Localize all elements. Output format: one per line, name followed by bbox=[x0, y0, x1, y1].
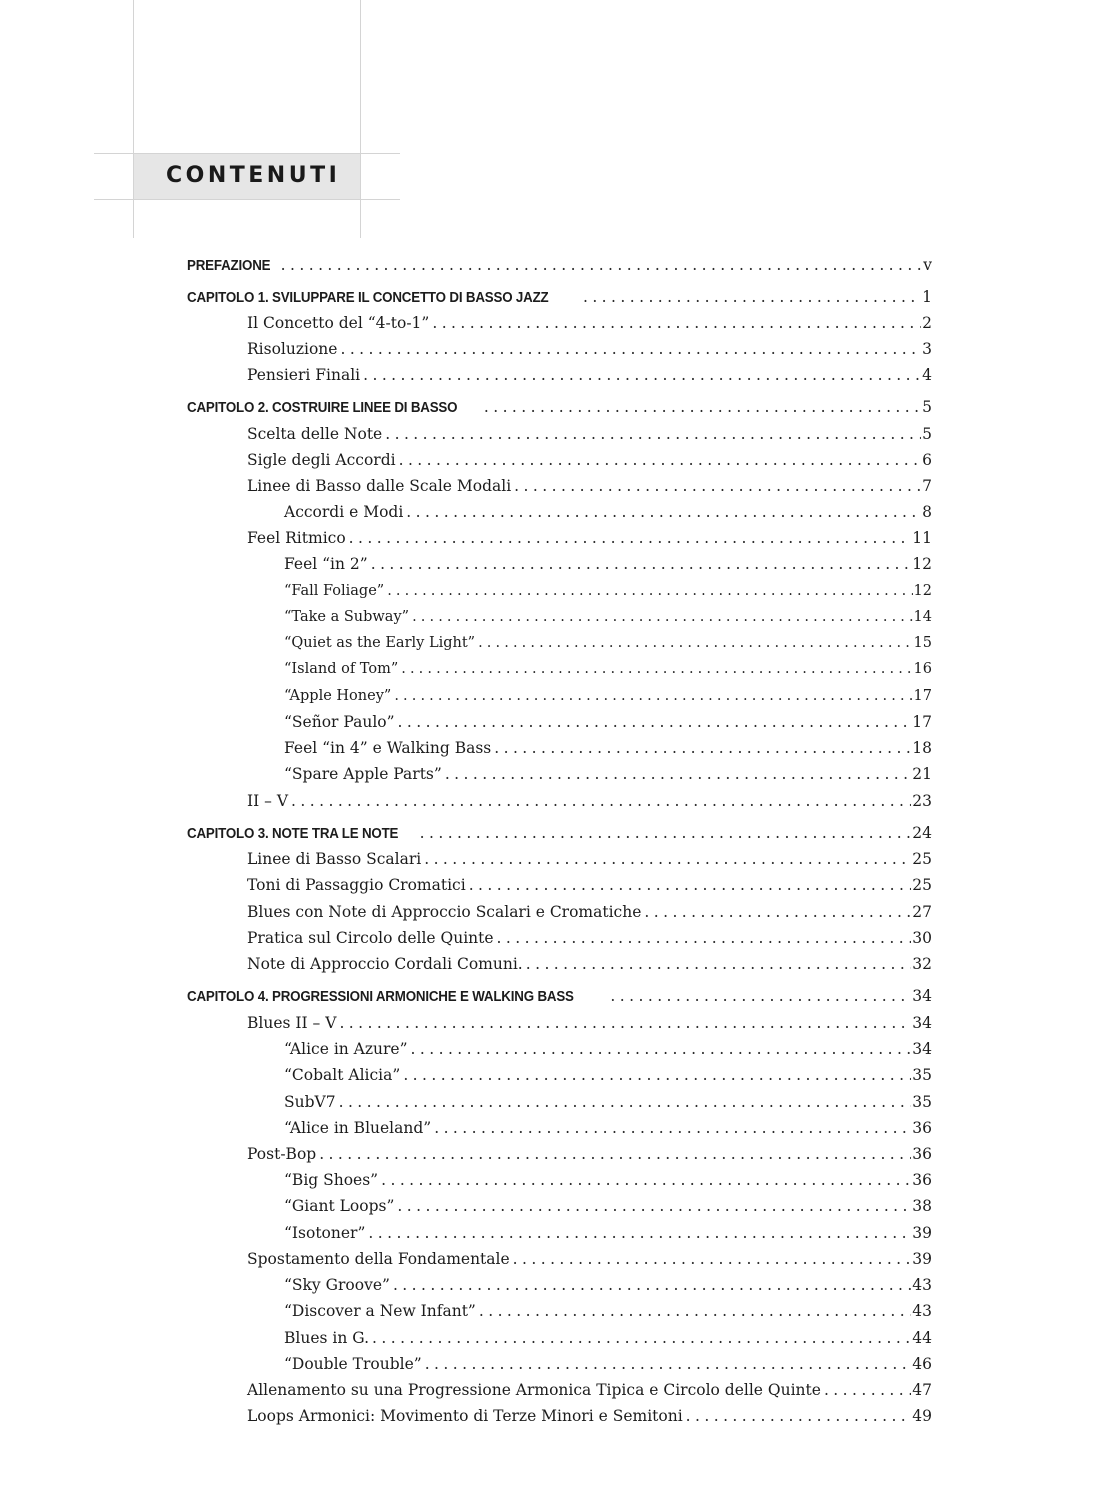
dot-leader bbox=[514, 473, 921, 499]
dot-leader bbox=[372, 1325, 911, 1351]
toc-entry-title: CAPITOLO 2. COSTRUIRE LINEE DI BASSO bbox=[187, 400, 458, 416]
dot-leader bbox=[368, 1220, 911, 1246]
dot-leader bbox=[349, 525, 912, 551]
toc-entry-title: Risoluzione bbox=[247, 340, 338, 358]
toc-entry-title: “Cobalt Alicia” bbox=[284, 1066, 401, 1084]
dot-leader bbox=[394, 683, 912, 709]
toc-entry-title: “Sky Groove” bbox=[284, 1276, 390, 1294]
toc-entry[interactable] bbox=[247, 1403, 932, 1429]
dot-leader bbox=[469, 872, 912, 898]
dot-leader bbox=[824, 1377, 911, 1403]
dot-leader bbox=[398, 709, 912, 735]
dot-leader bbox=[387, 578, 912, 604]
toc-entry-page-number: 12 bbox=[913, 583, 932, 599]
toc-entry-title: CAPITOLO 3. NOTE TRA LE NOTE bbox=[187, 826, 399, 842]
toc-entry-page-number: 47 bbox=[912, 1381, 932, 1399]
dot-leader bbox=[393, 1272, 911, 1298]
toc-entry-page-number: 4 bbox=[922, 366, 932, 384]
toc-entry[interactable] bbox=[284, 1220, 932, 1246]
toc-entry-title: Blues in G. bbox=[284, 1329, 370, 1347]
dot-leader bbox=[412, 604, 912, 630]
dot-leader bbox=[406, 499, 921, 525]
toc-entry[interactable] bbox=[284, 1089, 932, 1115]
dot-leader bbox=[281, 252, 923, 278]
dot-leader bbox=[363, 362, 921, 388]
dot-leader bbox=[403, 1062, 911, 1088]
toc-entry[interactable] bbox=[247, 525, 932, 551]
toc-entry-page-number: 36 bbox=[912, 1119, 932, 1137]
toc-entry[interactable] bbox=[284, 578, 932, 604]
toc-entry[interactable] bbox=[247, 421, 932, 447]
toc-entry[interactable] bbox=[284, 1167, 932, 1193]
toc-entry-title: “Giant Loops” bbox=[284, 1197, 395, 1215]
toc-entry[interactable] bbox=[284, 1036, 932, 1062]
toc-entry-title: II – V bbox=[247, 792, 289, 810]
toc-entry-page-number: 18 bbox=[912, 739, 932, 757]
toc-entry-title: “Spare Apple Parts” bbox=[284, 765, 442, 783]
toc-entry[interactable] bbox=[247, 336, 932, 362]
toc-entry[interactable] bbox=[284, 735, 932, 761]
toc-entry[interactable] bbox=[247, 925, 932, 951]
toc-entry-title: Linee di Basso dalle Scale Modali bbox=[247, 477, 512, 495]
toc-entry-title: Linee di Basso Scalari bbox=[247, 850, 422, 868]
toc-entry-page-number: 25 bbox=[912, 876, 932, 894]
toc-entry[interactable] bbox=[247, 362, 932, 388]
toc-entry-page-number: 38 bbox=[912, 1197, 932, 1215]
page-title: CONTENUTI bbox=[166, 163, 341, 188]
toc-entry-title: Sigle degli Accordi bbox=[247, 451, 396, 469]
toc-entry-page-number: 12 bbox=[912, 555, 932, 573]
toc-entry-title: Allenamento su una Progressione Armonica Tipica e Circolo delle Quinte bbox=[247, 1381, 821, 1399]
toc-entry-page-number: 14 bbox=[913, 609, 932, 625]
toc-entry-page-number: 43 bbox=[912, 1302, 932, 1320]
dot-leader bbox=[583, 284, 921, 310]
toc-entry[interactable] bbox=[284, 499, 932, 525]
toc-entry-title: Feel Ritmico bbox=[247, 529, 346, 547]
toc-entry-page-number: 24 bbox=[912, 824, 932, 842]
toc-entry[interactable] bbox=[284, 761, 932, 787]
toc-entry-title: Note di Approccio Cordali Comuni. bbox=[247, 955, 523, 973]
toc-entry-title: Spostamento della Fondamentale bbox=[247, 1250, 510, 1268]
dot-leader bbox=[526, 951, 912, 977]
dot-leader bbox=[397, 1193, 911, 1219]
toc-entry[interactable] bbox=[284, 1272, 932, 1298]
toc-entry-page-number: 7 bbox=[922, 477, 932, 495]
toc-entry-page-number: 43 bbox=[912, 1276, 932, 1294]
toc-entry-page-number: 21 bbox=[912, 765, 932, 783]
toc-entry-page-number: 30 bbox=[912, 929, 932, 947]
dot-leader bbox=[478, 630, 912, 656]
toc-entry[interactable] bbox=[247, 846, 932, 872]
toc-entry[interactable] bbox=[284, 630, 932, 656]
toc-entry-title: “Big Shoes” bbox=[284, 1171, 379, 1189]
toc-entry[interactable] bbox=[247, 788, 932, 814]
dot-leader bbox=[291, 788, 911, 814]
toc-entry-title: Post-Bop bbox=[247, 1145, 317, 1163]
toc-entry-page-number: 27 bbox=[912, 903, 932, 921]
dot-leader bbox=[401, 656, 912, 682]
toc-entry-page-number: 39 bbox=[912, 1250, 932, 1268]
toc-entry-title: “Señor Paulo” bbox=[284, 713, 395, 731]
toc-entry-title: “Discover a New Infant” bbox=[284, 1302, 476, 1320]
toc-entry-title: Il Concetto del “4-to-1” bbox=[247, 314, 430, 332]
toc-chapter-entry[interactable] bbox=[187, 983, 932, 1009]
toc-entry-page-number: 32 bbox=[912, 955, 932, 973]
toc-entry-title: Feel “in 2” bbox=[284, 555, 368, 573]
toc-entry-page-number: 39 bbox=[912, 1224, 932, 1242]
toc-entry-title: “Quiet as the Early Light” bbox=[284, 635, 476, 651]
toc-entry[interactable] bbox=[284, 1351, 932, 1377]
toc-entry-title: “Isotoner” bbox=[284, 1224, 366, 1242]
dot-leader bbox=[339, 1089, 912, 1115]
toc-entry-title: CAPITOLO 1. SVILUPPARE IL CONCETTO DI BASSO JAZZ bbox=[187, 290, 549, 306]
toc-entry-page-number: 34 bbox=[912, 1040, 932, 1058]
toc-entry-page-number: 1 bbox=[922, 288, 932, 306]
toc-entry[interactable] bbox=[247, 899, 932, 925]
dot-leader bbox=[494, 735, 911, 761]
toc-entry-page-number: 34 bbox=[912, 1014, 932, 1032]
toc-entry-title: “Apple Honey” bbox=[284, 688, 392, 704]
dot-leader bbox=[424, 846, 911, 872]
toc-entry-title: Pensieri Finali bbox=[247, 366, 361, 384]
frame-line-right bbox=[360, 0, 361, 238]
toc-entry-title: “Double Trouble” bbox=[284, 1355, 422, 1373]
toc-entry[interactable] bbox=[247, 473, 932, 499]
toc-entry[interactable] bbox=[284, 1325, 932, 1351]
toc-entry-title: “Alice in Azure” bbox=[284, 1040, 408, 1058]
toc-entry[interactable] bbox=[247, 310, 932, 336]
toc-entry[interactable] bbox=[284, 683, 932, 709]
toc-entry-title: “Island of Tom” bbox=[284, 661, 399, 677]
toc-entry-title: CAPITOLO 4. PROGRESSIONI ARMONICHE E WALKING BASS bbox=[187, 989, 574, 1005]
frame-line-bottom bbox=[94, 199, 400, 200]
toc-entry-page-number: 35 bbox=[912, 1093, 932, 1111]
dot-leader bbox=[425, 1351, 912, 1377]
toc-entry-title: Pratica sul Circolo delle Quinte bbox=[247, 929, 494, 947]
toc-entry-title: Toni di Passaggio Cromatici bbox=[247, 876, 466, 894]
toc-entry-title: “Alice in Blueland” bbox=[284, 1119, 432, 1137]
frame-line-left bbox=[133, 0, 134, 238]
toc-entry-page-number: 25 bbox=[912, 850, 932, 868]
toc-entry[interactable] bbox=[247, 1246, 932, 1272]
dot-leader bbox=[340, 336, 921, 362]
dot-leader bbox=[644, 899, 911, 925]
toc-entry-page-number: 5 bbox=[922, 425, 932, 443]
dot-leader bbox=[385, 421, 921, 447]
toc-chapter-entry[interactable] bbox=[187, 394, 932, 420]
toc-chapter-entry[interactable] bbox=[187, 252, 932, 278]
toc-entry-page-number: 36 bbox=[912, 1145, 932, 1163]
dot-leader bbox=[610, 983, 911, 1009]
dot-leader bbox=[411, 1036, 912, 1062]
toc-entry[interactable] bbox=[247, 1141, 932, 1167]
dot-leader bbox=[479, 1298, 911, 1324]
toc-entry-title: “Take a Subway” bbox=[284, 609, 410, 625]
toc-entry[interactable] bbox=[284, 604, 932, 630]
toc-entry-title: Accordi e Modi bbox=[284, 503, 404, 521]
toc-chapter-entry[interactable] bbox=[187, 284, 932, 310]
toc-entry[interactable] bbox=[247, 1010, 932, 1036]
toc-entry-title: Blues con Note di Approccio Scalari e Cromatiche bbox=[247, 903, 642, 921]
toc-entry-page-number: 6 bbox=[922, 451, 932, 469]
toc-chapter-entry[interactable] bbox=[187, 820, 932, 846]
toc-entry-page-number: 15 bbox=[913, 635, 932, 651]
toc-entry[interactable] bbox=[284, 1193, 932, 1219]
toc-entry[interactable] bbox=[284, 656, 932, 682]
dot-leader bbox=[339, 1010, 911, 1036]
toc-entry-page-number: 3 bbox=[922, 340, 932, 358]
toc-entry[interactable] bbox=[247, 951, 932, 977]
toc-entry[interactable] bbox=[284, 709, 932, 735]
toc-entry-title: SubV7 bbox=[284, 1093, 336, 1111]
dot-leader bbox=[399, 447, 922, 473]
toc-entry-page-number: 8 bbox=[922, 503, 932, 521]
toc-entry[interactable] bbox=[284, 1062, 932, 1088]
dot-leader bbox=[445, 761, 911, 787]
toc-entry[interactable] bbox=[284, 1298, 932, 1324]
toc-entry-page-number: v bbox=[923, 256, 932, 274]
toc-entry-page-number: 16 bbox=[913, 661, 932, 677]
toc-entry-title: Scelta delle Note bbox=[247, 425, 383, 443]
toc-entry-title: Loops Armonici: Movimento di Terze Minori e Semitoni bbox=[247, 1407, 683, 1425]
toc-entry[interactable] bbox=[247, 872, 932, 898]
toc-entry[interactable] bbox=[247, 447, 932, 473]
toc-entry[interactable] bbox=[247, 1377, 932, 1403]
toc-entry-title: Blues II – V bbox=[247, 1014, 337, 1032]
dot-leader bbox=[420, 820, 912, 846]
toc-entry-page-number: 23 bbox=[912, 792, 932, 810]
toc-entry-page-number: 49 bbox=[912, 1407, 932, 1425]
dot-leader bbox=[381, 1167, 911, 1193]
toc-entry-page-number: 35 bbox=[912, 1066, 932, 1084]
dot-leader bbox=[319, 1141, 911, 1167]
toc-entry-page-number: 5 bbox=[922, 398, 932, 416]
dot-leader bbox=[513, 1246, 912, 1272]
dot-leader bbox=[686, 1403, 912, 1429]
toc-entry-page-number: 17 bbox=[912, 713, 932, 731]
dot-leader bbox=[432, 310, 921, 336]
dot-leader bbox=[434, 1115, 911, 1141]
toc-entry-page-number: 2 bbox=[922, 314, 932, 332]
toc-entry-page-number: 46 bbox=[912, 1355, 932, 1373]
toc-entry-page-number: 11 bbox=[912, 529, 932, 547]
toc-entry-page-number: 34 bbox=[912, 987, 932, 1005]
toc-entry-page-number: 44 bbox=[912, 1329, 932, 1347]
toc-entry-page-number: 36 bbox=[912, 1171, 932, 1189]
dot-leader bbox=[497, 925, 912, 951]
toc-entry[interactable] bbox=[284, 551, 932, 577]
toc-entry-title: PREFAZIONE bbox=[187, 258, 271, 274]
toc-entry-title: Feel “in 4” e Walking Bass bbox=[284, 739, 492, 757]
dot-leader bbox=[371, 551, 912, 577]
dot-leader bbox=[484, 394, 921, 420]
toc-entry[interactable] bbox=[284, 1115, 932, 1141]
toc-entry-page-number: 17 bbox=[913, 688, 932, 704]
toc-entry-title: “Fall Foliage” bbox=[284, 583, 385, 599]
